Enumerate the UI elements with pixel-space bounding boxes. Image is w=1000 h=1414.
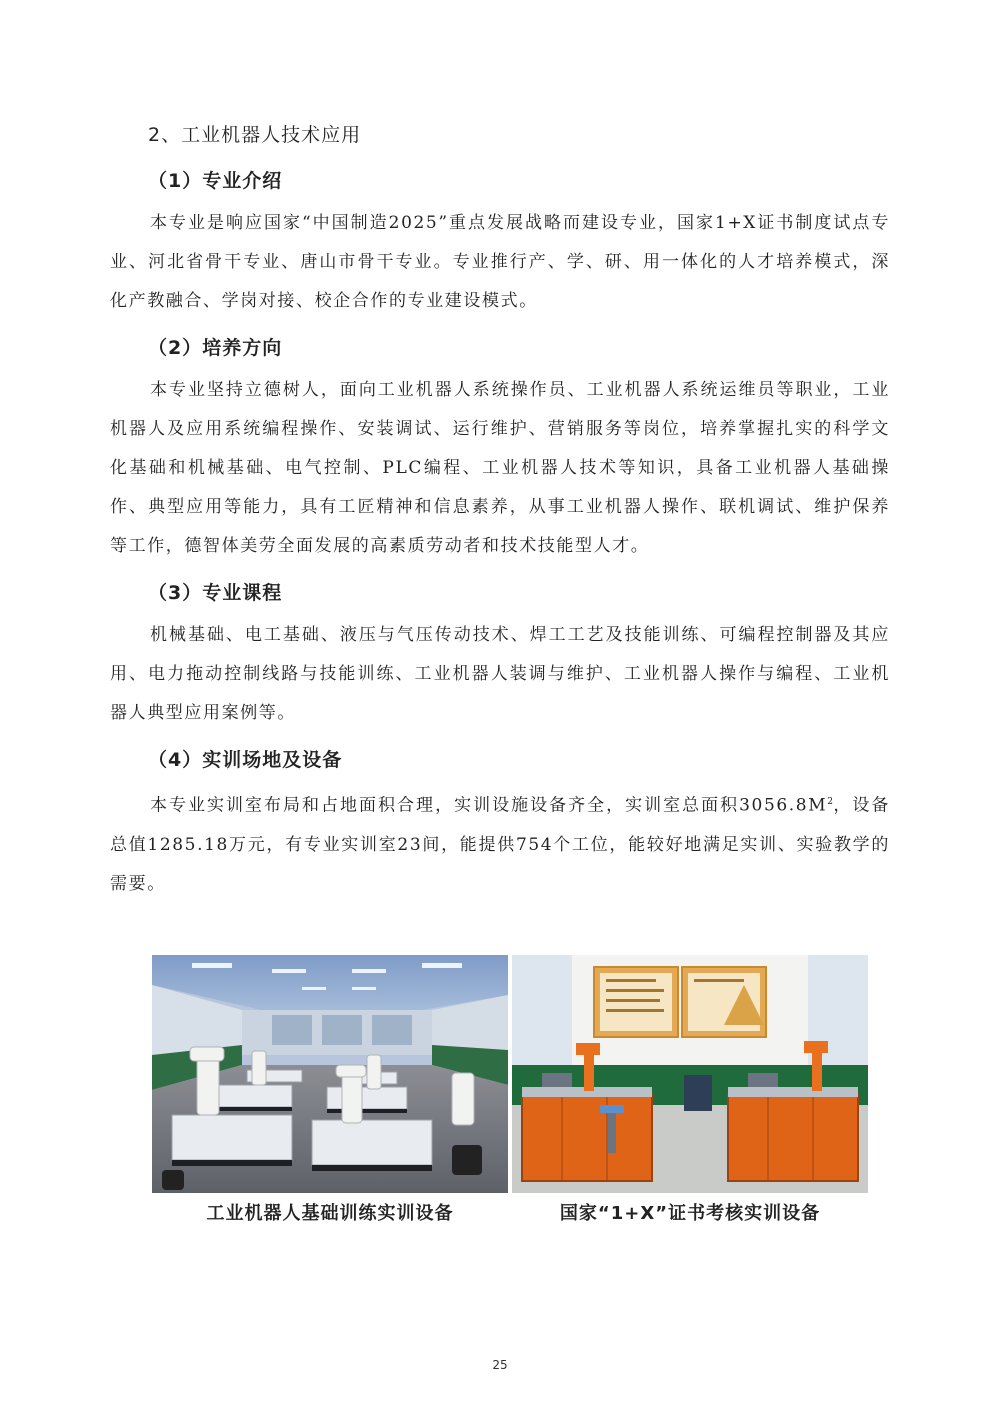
paragraph-facilities bbox=[110, 783, 890, 904]
subsection-heading-direction: （2）培养方向 bbox=[148, 337, 283, 359]
paragraph-facilities-part2: ，设备总值1285.18万元，有专业实训室23间，能提供754个工位，能较好地满足实训、实验教学的需要。 bbox=[110, 795, 890, 894]
section-title: 2、工业机器人技术应用 bbox=[148, 124, 362, 146]
photo-robot-training-lab bbox=[152, 955, 508, 1193]
photo-1x-exam-equipment bbox=[512, 955, 868, 1193]
caption-left: 工业机器人基础训练实训设备 bbox=[206, 1203, 454, 1224]
caption-right: 国家“1+X”证书考核实训设备 bbox=[559, 1203, 821, 1224]
subsection-heading-facilities: （4）实训场地及设备 bbox=[148, 749, 343, 771]
paragraph-direction: 本专业坚持立德树人，面向工业机器人系统操作员、工业机器人系统运维员等职业，工业机器人及应用系统编程操作、安装调试、运行维护、营销服务等岗位，培养掌握扎实的科学文化基础和机械基础、电气控制、PLC编程、工业机器人技术等知识，具备工业机器人基础操作、典型应用等能力，具有工匠精神和信息素养，从事工业机器人操作、联机调试、维护保养等工作，德智体美劳全面发展的高素质劳动者和技术技能型人才。 bbox=[110, 380, 890, 556]
paragraph-courses: 机械基础、电工基础、液压与气压传动技术、焊工工艺及技能训练、可编程控制器及其应用、电力拖动控制线路与技能训练、工业机器人装调与维护、工业机器人操作与编程、工业机器人典型应用案例等。 bbox=[110, 625, 890, 723]
area-superscript: 2 bbox=[827, 797, 833, 807]
subsection-heading-courses: （3）专业课程 bbox=[148, 582, 283, 604]
caption-row bbox=[152, 1200, 868, 1230]
photo-row bbox=[152, 955, 868, 1193]
document-body bbox=[110, 112, 890, 904]
paragraph-facilities-part1: 本专业实训室布局和占地面积合理，实训设施设备齐全，实训室总面积3056.8M bbox=[150, 795, 828, 816]
page-number: 25 bbox=[492, 1358, 508, 1372]
paragraph-intro: 本专业是响应国家“中国制造2025”重点发展战略而建设专业，国家1+X证书制度试点专业、河北省骨干专业、唐山市骨干专业。专业推行产、学、研、用一体化的人才培养模式，深化产教融合、学岗对接、校企合作的专业建设模式。 bbox=[110, 213, 890, 311]
subsection-heading-intro: （1）专业介绍 bbox=[148, 170, 283, 192]
